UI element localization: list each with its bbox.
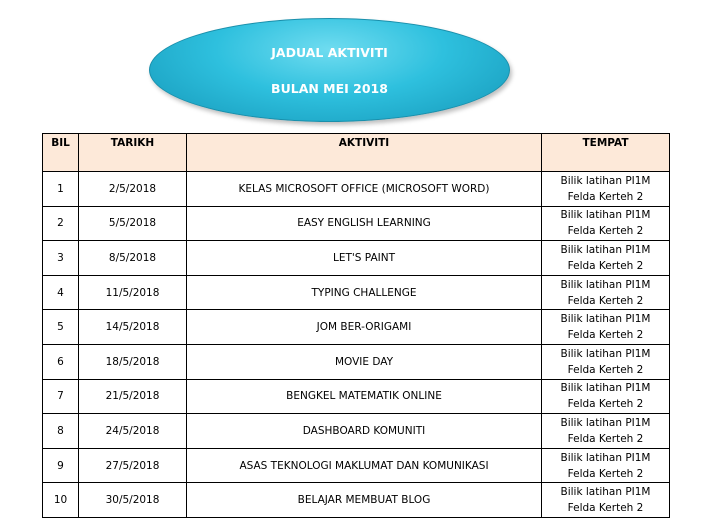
tempat-line-2: Felda Kerteh 2 [567,502,644,515]
header-tarikh: TARIKH [79,134,187,172]
tempat-line-1: Bilik latihan PI1M [560,416,651,429]
tempat-line-1: Bilik latihan PI1M [560,278,651,291]
cell-aktiviti: KELAS MICROSOFT OFFICE (MICROSOFT WORD) [187,172,542,207]
cell-bil: 9 [43,448,79,483]
cell-aktiviti: ASAS TEKNOLOGI MAKLUMAT DAN KOMUNIKASI [187,448,542,483]
tempat-line-1: Bilik latihan PI1M [560,174,651,187]
cell-tempat [542,483,670,518]
tempat-line-2: Felda Kerteh 2 [567,190,644,203]
cell-aktiviti: BENGKEL MATEMATIK ONLINE [187,379,542,414]
table-row [43,379,670,414]
cell-tempat [542,379,670,414]
cell-tempat [542,310,670,345]
tempat-line-2: Felda Kerteh 2 [567,363,644,376]
tempat-line-1: Bilik latihan PI1M [560,313,651,326]
title-banner [149,18,510,122]
header-bil: BIL [43,134,79,172]
cell-tarikh: 8/5/2018 [79,241,187,276]
table-header-row [43,134,670,172]
cell-tarikh: 5/5/2018 [79,206,187,241]
cell-tarikh: 11/5/2018 [79,275,187,310]
cell-tempat [542,241,670,276]
cell-bil: 6 [43,344,79,379]
tempat-line-2: Felda Kerteh 2 [567,398,644,411]
cell-tarikh: 27/5/2018 [79,448,187,483]
cell-tarikh: 21/5/2018 [79,379,187,414]
cell-tempat [542,206,670,241]
tempat-line-1: Bilik latihan PI1M [560,451,651,464]
cell-tarikh: 2/5/2018 [79,172,187,207]
cell-tempat [542,172,670,207]
cell-bil: 7 [43,379,79,414]
table-row [43,310,670,345]
cell-tarikh: 18/5/2018 [79,344,187,379]
schedule-table [42,133,670,518]
page-subtitle: BULAN MEI 2018 [271,81,388,96]
tempat-line-1: Bilik latihan PI1M [560,486,651,499]
tempat-line-2: Felda Kerteh 2 [567,467,644,480]
table-row [43,344,670,379]
table-row [43,483,670,518]
cell-tarikh: 24/5/2018 [79,414,187,449]
tempat-line-1: Bilik latihan PI1M [560,209,651,222]
cell-tarikh: 14/5/2018 [79,310,187,345]
cell-tempat [542,414,670,449]
cell-aktiviti: EASY ENGLISH LEARNING [187,206,542,241]
cell-aktiviti: JOM BER-ORIGAMI [187,310,542,345]
tempat-line-2: Felda Kerteh 2 [567,259,644,272]
tempat-line-2: Felda Kerteh 2 [567,329,644,342]
cell-tempat [542,344,670,379]
tempat-line-2: Felda Kerteh 2 [567,225,644,238]
header-tempat: TEMPAT [542,134,670,172]
cell-aktiviti: BELAJAR MEMBUAT BLOG [187,483,542,518]
cell-bil: 3 [43,241,79,276]
cell-bil: 10 [43,483,79,518]
cell-aktiviti: LET'S PAINT [187,241,542,276]
tempat-line-1: Bilik latihan PI1M [560,347,651,360]
tempat-line-1: Bilik latihan PI1M [560,243,651,256]
table-row [43,275,670,310]
table-row [43,172,670,207]
cell-aktiviti: MOVIE DAY [187,344,542,379]
tempat-line-1: Bilik latihan PI1M [560,382,651,395]
tempat-line-2: Felda Kerteh 2 [567,294,644,307]
cell-tempat [542,275,670,310]
cell-bil: 1 [43,172,79,207]
cell-bil: 5 [43,310,79,345]
table-row [43,414,670,449]
cell-bil: 2 [43,206,79,241]
cell-aktiviti: TYPING CHALLENGE [187,275,542,310]
cell-bil: 8 [43,414,79,449]
tempat-line-2: Felda Kerteh 2 [567,432,644,445]
page-title: JADUAL AKTIVITI [271,45,388,60]
cell-bil: 4 [43,275,79,310]
cell-tarikh: 30/5/2018 [79,483,187,518]
header-aktiviti: AKTIVITI [187,134,542,172]
cell-aktiviti: DASHBOARD KOMUNITI [187,414,542,449]
table-row [43,241,670,276]
table-row [43,206,670,241]
cell-tempat [542,448,670,483]
table-row [43,448,670,483]
